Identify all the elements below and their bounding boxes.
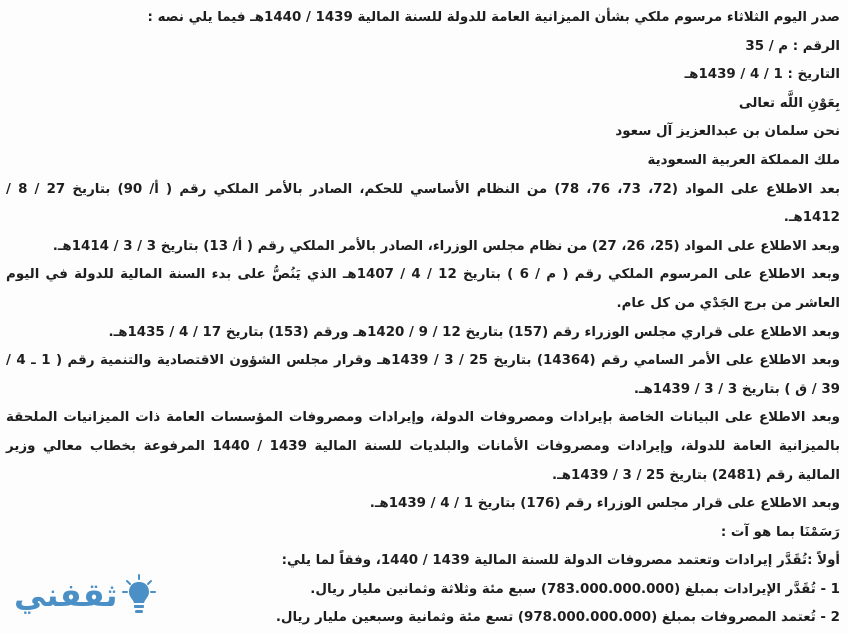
recital-paragraph: وبعد الاطلاع على البيانات الخاصة بإيرادات ومصروفات الدولة، وإيرادات ومصروفات المؤسسات العامة ذات الميزانيات الملحقة بالميزانية العامة للدولة، وإيرادات ومصروفات الأمانات والبلديات للسنة المالية 1439 / 1440 المرفوعة بخطاب معالي وزير المالية رقم (2481) بتاريخ 25 / 3 / 1439هـ.	[6, 410, 840, 483]
recital-paragraph: وبعد الاطلاع على المرسوم الملكي رقم ( م / 6 ) بتاريخ 12 / 4 / 1407هـ الذي يَنُصُّ على بدء السنة المالية للدولة في اليوم العاشر من برج الجَدْي من كل عام.	[6, 267, 840, 311]
king-name: نحن سلمان بن عبدالعزيز آل سعود	[615, 124, 840, 140]
recital-paragraph: بعد الاطلاع على المواد (72، 73، 76، 78) من النظام الأساسي للحكم، الصادر بالأمر الملكي رقم ( أ/ 90) بتاريخ 27 / 8 / 1412هـ.	[6, 181, 840, 226]
recital-paragraph: وبعد الاطلاع على المواد (25، 26، 27) من نظام مجلس الوزراء، الصادر بالأمر الملكي رقم ( أ/ 13) بتاريخ 3 / 3 / 1414هـ.	[52, 238, 840, 254]
expenditure-item: 2 - تُعتمد المصروفات بمبلغ (978.000.000.000) تسع مئة وثمانية وسبعين مليار ريال.	[275, 610, 840, 626]
decree-text	[6, 4, 840, 633]
decree-number: الرقم : م / 35	[745, 38, 840, 54]
king-title: ملك المملكة العربية السعودية	[647, 152, 840, 168]
invocation: بِعَوْنِ اللَّه تعالى	[738, 95, 840, 111]
lightbulb-icon	[122, 573, 156, 617]
recital-paragraph: وبعد الاطلاع على قراري مجلس الوزراء رقم (157) بتاريخ 12 / 9 / 1420هـ ورقم (153) بتاريخ 17 / 4 / 1435هـ.	[108, 324, 840, 340]
site-logo-watermark	[14, 568, 174, 622]
decree-date: التاريخ : 1 / 4 / 1439هـ	[684, 67, 840, 83]
decree-heading: رَسَمْنَا بما هو آت :	[720, 524, 840, 540]
intro-paragraph: صدر اليوم الثلاثاء مرسوم ملكي بشأن الميزانية العامة للدولة للسنة المالية 1439 / 1440هـ فيما يلي نصه :	[147, 10, 840, 25]
recital-paragraph: وبعد الاطلاع على قرار مجلس الوزراء رقم (176) بتاريخ 1 / 4 / 1439هـ.	[369, 496, 840, 512]
article-one: أولاً :تُقَدَّر إيرادات وتعتمد مصروفات الدولة للسنة المالية 1439 / 1440، وفقاً لما يلي:	[281, 553, 840, 569]
revenue-item: 1 - تُقَدَّر الإيرادات بمبلغ (783.000.000.000) سبع مئة وثلاثة وثمانين مليار ريال.	[310, 581, 840, 597]
logo-text: ثقفني	[14, 576, 118, 614]
recital-paragraph: وبعد الاطلاع على الأمر السامي رقم (14364) بتاريخ 25 / 3 / 1439هـ وقرار مجلس الشؤون الاقتصادية والتنمية رقم ( 1 ـ 4 / 39 / ق ) بتاريخ 3 / 3 / 1439هـ.	[6, 353, 840, 397]
